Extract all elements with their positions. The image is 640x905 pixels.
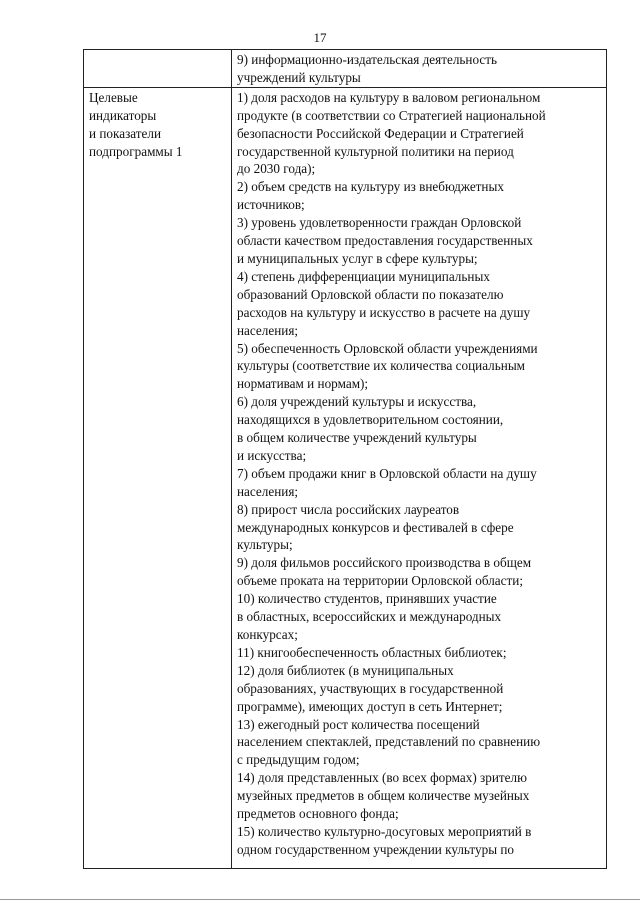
indicator-line: государственной культурной политики на период — [237, 143, 514, 159]
indicator-line: населением спектаклей, представлений по сравнению — [237, 734, 541, 750]
indicator-line: 1) доля расходов на культуру в валовом региональном — [237, 89, 541, 105]
indicator-line: продукте (в соответствии со Стратегией национальной — [237, 107, 546, 123]
indicator-line: 3) уровень удовлетворенности граждан Орловской — [237, 215, 522, 231]
indicator-line: 2) объем средств на культуру из внебюджетных — [237, 179, 504, 195]
indicator-line: в общем количестве учреждений культуры — [237, 430, 477, 446]
indicator-line: 14) доля представленных (во всех формах) зрителю — [237, 770, 527, 786]
indicator-line: населения; — [237, 322, 299, 338]
indicator-line: 13) ежегодный рост количества посещений — [237, 716, 480, 732]
indicator-line: и муниципальных услуг в сфере культуры; — [237, 250, 478, 266]
indicator-line: предметов основного фонда; — [237, 806, 399, 822]
indicator-line: музейных предметов в общем количестве музейных — [237, 788, 530, 804]
subprogram-table — [83, 49, 607, 869]
label-line: Целевые — [89, 89, 138, 105]
indicator-line: культуры (соответствие их количества социальным — [237, 358, 526, 374]
indicator-line: 4) степень дифференциации муниципальных — [237, 268, 490, 284]
indicator-line: образованиях, участвующих в государственной — [237, 680, 504, 696]
indicator-line: и искусства; — [237, 447, 307, 463]
table-row — [84, 50, 607, 88]
indicator-line: одном государственном учреждении культуры по — [237, 841, 515, 857]
indicator-line: конкурсах; — [237, 627, 298, 642]
indicator-line: 15) количество культурно-досуговых мероприятий в — [237, 823, 532, 839]
text-line: 9) информационно-издательская деятельность — [237, 52, 498, 67]
indicator-line: области качеством предоставления государственных — [237, 233, 533, 249]
indicator-line: 5) обеспеченность Орловской области учреждениями — [237, 340, 538, 356]
indicators-label — [89, 89, 226, 161]
indicators-list — [237, 89, 601, 859]
indicator-line: программе), имеющих доступ в сеть Интернет; — [237, 698, 503, 714]
table-row — [84, 87, 607, 868]
indicator-line: населения; — [237, 483, 299, 499]
indicator-line: 6) доля учреждений культуры и искусства, — [237, 394, 477, 410]
table-cell-continuation — [232, 50, 607, 88]
indicator-line: 7) объем продажи книг в Орловской области на душу — [237, 465, 537, 481]
indicator-line: 12) доля библиотек (в муниципальных — [237, 662, 454, 678]
indicator-line: до 2030 года); — [237, 161, 316, 177]
indicator-line: расходов на культуру и искусство в расчете на душу — [237, 304, 531, 320]
indicator-line: 10) количество студентов, принявших участие — [237, 591, 497, 607]
page-bottom-edge — [0, 899, 640, 900]
indicator-line: 11) книгообеспеченность областных библиотек; — [237, 644, 507, 660]
continuation-text — [237, 51, 601, 87]
table-cell-empty — [84, 50, 232, 88]
indicator-line: образований Орловской области по показателю — [237, 286, 504, 302]
table-cell-indicators — [232, 87, 607, 868]
label-line: индикаторы — [89, 107, 157, 123]
label-line: и показатели — [89, 125, 162, 141]
indicator-line: в областных, всероссийских и международных — [237, 609, 502, 625]
text-line: учреждений культуры — [237, 69, 361, 85]
table-cell-label — [84, 87, 232, 868]
indicator-line: находящихся в удовлетворительном состоянии, — [237, 412, 504, 428]
label-line: подпрограммы 1 — [89, 143, 183, 159]
indicator-line: источников; — [237, 197, 305, 213]
indicator-line: международных конкурсов и фестивалей в сфере — [237, 519, 514, 535]
indicator-line: 8) прирост числа российских лауреатов — [237, 501, 460, 517]
page-number: 17 — [313, 30, 327, 45]
indicator-line: с предыдущим годом; — [237, 752, 360, 768]
indicator-line: 9) доля фильмов российского производства в общем — [237, 555, 532, 571]
indicators-clip — [237, 89, 601, 868]
indicator-line: нормативам и нормам); — [237, 376, 369, 392]
indicator-line: культуры; — [237, 537, 293, 553]
indicator-line: безопасности Российской Федерации и Стратегией — [237, 125, 524, 141]
indicator-line: объеме проката на территории Орловской области; — [237, 573, 523, 589]
